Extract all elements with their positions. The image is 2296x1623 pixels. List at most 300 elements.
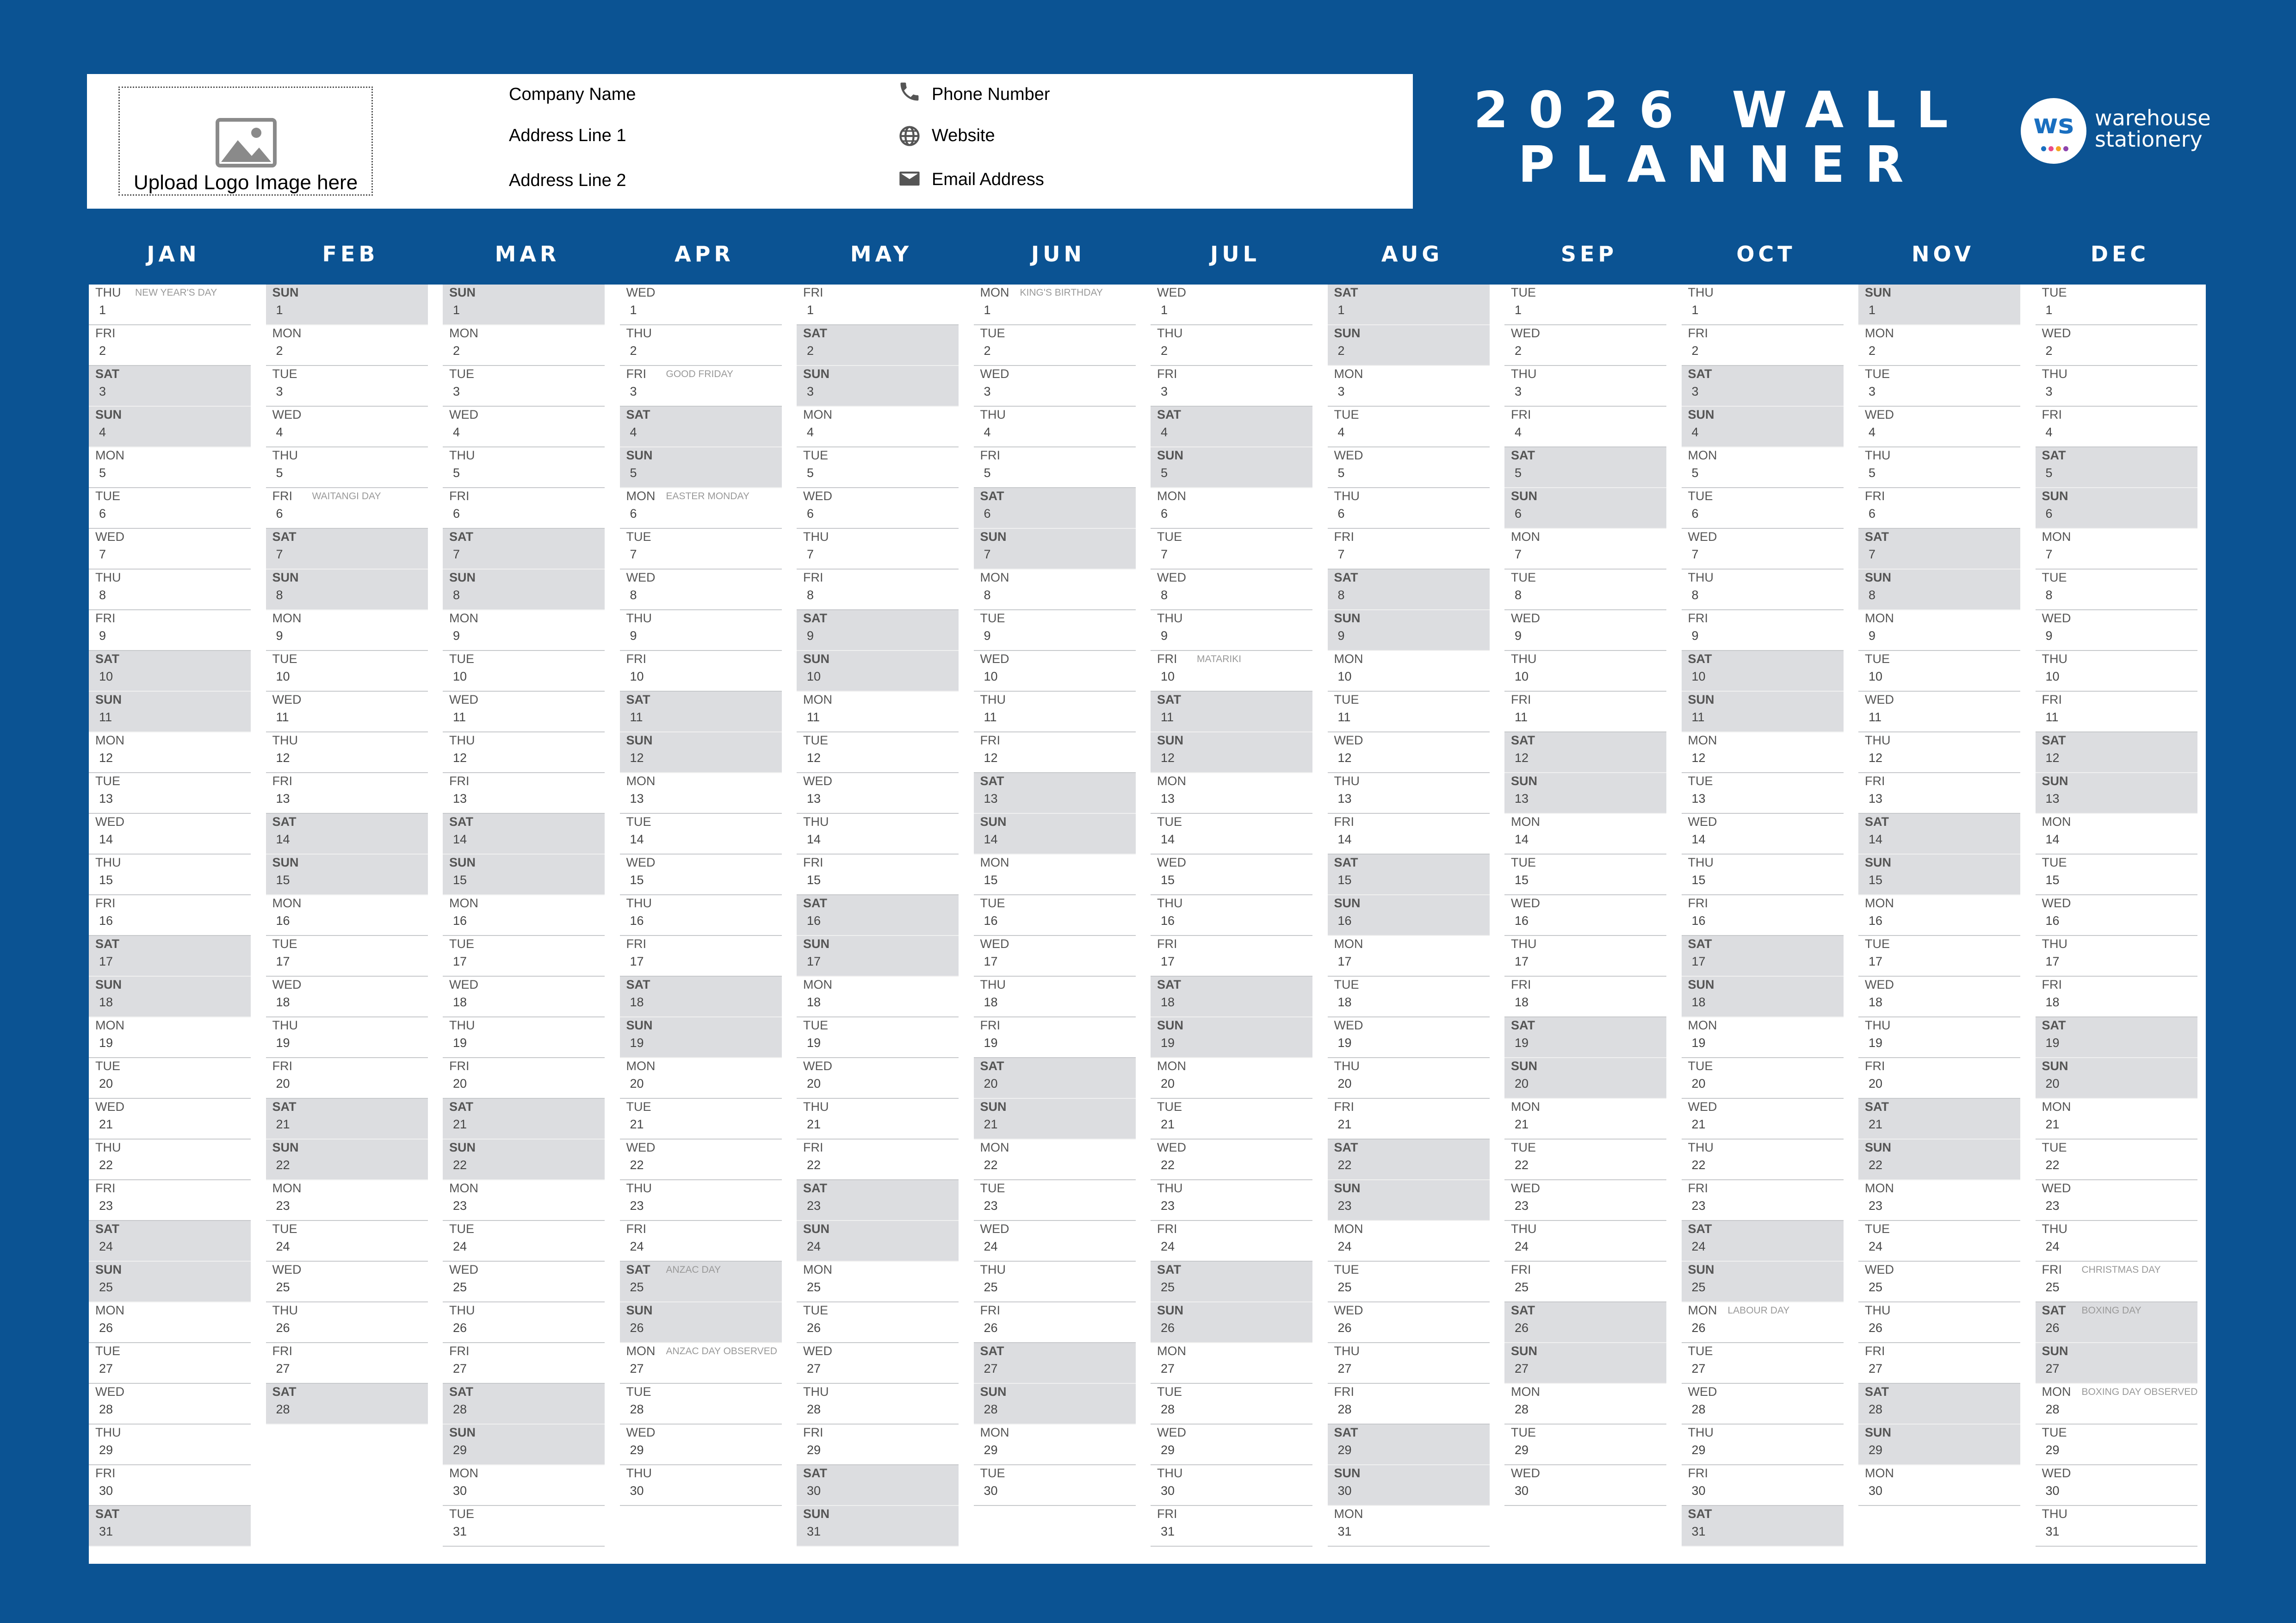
day-cell[interactable] bbox=[1151, 692, 1312, 732]
day-cell[interactable] bbox=[1858, 692, 2020, 732]
day-cell[interactable] bbox=[974, 1058, 1136, 1099]
day-cell[interactable] bbox=[620, 814, 782, 855]
day-cell[interactable] bbox=[620, 1262, 782, 1302]
day-cell[interactable] bbox=[1151, 1099, 1312, 1140]
day-cell[interactable] bbox=[266, 651, 428, 692]
day-cell[interactable] bbox=[266, 692, 428, 732]
day-cell[interactable] bbox=[797, 1017, 959, 1058]
day-cell[interactable] bbox=[1682, 366, 1844, 407]
day-cell[interactable] bbox=[797, 977, 959, 1017]
day-cell[interactable] bbox=[266, 1017, 428, 1058]
day-cell[interactable] bbox=[797, 610, 959, 651]
day-cell[interactable] bbox=[974, 447, 1136, 488]
day-cell[interactable] bbox=[974, 610, 1136, 651]
day-cell[interactable] bbox=[620, 1302, 782, 1343]
day-cell[interactable] bbox=[89, 1262, 251, 1302]
day-cell[interactable] bbox=[1328, 529, 1490, 570]
day-cell[interactable] bbox=[1504, 936, 1666, 977]
day-cell[interactable] bbox=[974, 1140, 1136, 1180]
day-cell[interactable] bbox=[266, 1343, 428, 1384]
day-cell[interactable] bbox=[266, 732, 428, 773]
address-line-1[interactable]: Address Line 1 bbox=[509, 126, 626, 145]
day-cell[interactable] bbox=[1151, 855, 1312, 895]
day-cell[interactable] bbox=[1682, 732, 1844, 773]
day-cell[interactable] bbox=[1151, 1140, 1312, 1180]
day-cell[interactable] bbox=[89, 1302, 251, 1343]
day-cell[interactable] bbox=[2036, 285, 2197, 325]
day-cell[interactable] bbox=[266, 407, 428, 447]
day-cell[interactable] bbox=[1682, 773, 1844, 814]
day-cell[interactable] bbox=[1682, 692, 1844, 732]
day-cell[interactable] bbox=[1682, 1262, 1844, 1302]
day-cell[interactable] bbox=[620, 692, 782, 732]
day-cell[interactable] bbox=[1682, 651, 1844, 692]
day-cell[interactable] bbox=[443, 488, 605, 529]
day-cell[interactable] bbox=[443, 692, 605, 732]
day-cell[interactable] bbox=[1328, 1384, 1490, 1425]
day-cell[interactable] bbox=[797, 651, 959, 692]
day-cell[interactable] bbox=[974, 1465, 1136, 1506]
day-cell[interactable] bbox=[2036, 1465, 2197, 1506]
day-cell[interactable] bbox=[89, 1343, 251, 1384]
day-cell[interactable] bbox=[1682, 1506, 1844, 1547]
day-cell[interactable] bbox=[797, 529, 959, 570]
day-cell[interactable] bbox=[89, 895, 251, 936]
day-cell[interactable] bbox=[89, 814, 251, 855]
day-cell[interactable] bbox=[1682, 1302, 1844, 1343]
day-cell[interactable] bbox=[266, 1140, 428, 1180]
day-cell[interactable] bbox=[443, 773, 605, 814]
day-cell[interactable] bbox=[1858, 1017, 2020, 1058]
day-cell[interactable] bbox=[2036, 610, 2197, 651]
day-cell[interactable] bbox=[266, 895, 428, 936]
day-cell[interactable] bbox=[1328, 855, 1490, 895]
day-cell[interactable] bbox=[1328, 447, 1490, 488]
day-cell[interactable] bbox=[797, 1465, 959, 1506]
day-cell[interactable] bbox=[2036, 1017, 2197, 1058]
day-cell[interactable] bbox=[974, 366, 1136, 407]
day-cell[interactable] bbox=[1682, 1221, 1844, 1262]
day-cell[interactable] bbox=[620, 1180, 782, 1221]
day-cell[interactable] bbox=[1858, 1058, 2020, 1099]
day-cell[interactable] bbox=[1858, 1384, 2020, 1425]
day-cell[interactable] bbox=[89, 1425, 251, 1465]
day-cell[interactable] bbox=[1151, 1302, 1312, 1343]
day-cell[interactable] bbox=[443, 285, 605, 325]
day-cell[interactable] bbox=[1682, 855, 1844, 895]
day-cell[interactable] bbox=[266, 1221, 428, 1262]
day-cell[interactable] bbox=[620, 1140, 782, 1180]
day-cell[interactable] bbox=[1858, 855, 2020, 895]
day-cell[interactable] bbox=[266, 488, 428, 529]
day-cell[interactable] bbox=[1504, 855, 1666, 895]
day-cell[interactable] bbox=[443, 1180, 605, 1221]
day-cell[interactable] bbox=[974, 285, 1136, 325]
address-line-2[interactable]: Address Line 2 bbox=[509, 171, 626, 190]
day-cell[interactable] bbox=[620, 488, 782, 529]
day-cell[interactable] bbox=[443, 325, 605, 366]
day-cell[interactable] bbox=[974, 1384, 1136, 1425]
email-address[interactable]: Email Address bbox=[932, 170, 1044, 189]
day-cell[interactable] bbox=[974, 936, 1136, 977]
day-cell[interactable] bbox=[1682, 285, 1844, 325]
day-cell[interactable] bbox=[1682, 325, 1844, 366]
day-cell[interactable] bbox=[1858, 447, 2020, 488]
day-cell[interactable] bbox=[797, 570, 959, 610]
day-cell[interactable] bbox=[1328, 814, 1490, 855]
day-cell[interactable] bbox=[443, 1099, 605, 1140]
day-cell[interactable] bbox=[974, 1262, 1136, 1302]
day-cell[interactable] bbox=[2036, 366, 2197, 407]
day-cell[interactable] bbox=[1151, 651, 1312, 692]
day-cell[interactable] bbox=[974, 977, 1136, 1017]
day-cell[interactable] bbox=[443, 529, 605, 570]
day-cell[interactable] bbox=[620, 732, 782, 773]
day-cell[interactable] bbox=[89, 936, 251, 977]
day-cell[interactable] bbox=[1328, 488, 1490, 529]
day-cell[interactable] bbox=[1504, 895, 1666, 936]
day-cell[interactable] bbox=[1858, 1262, 2020, 1302]
day-cell[interactable] bbox=[1151, 366, 1312, 407]
day-cell[interactable] bbox=[620, 977, 782, 1017]
day-cell[interactable] bbox=[1858, 529, 2020, 570]
day-cell[interactable] bbox=[1682, 610, 1844, 651]
day-cell[interactable] bbox=[1151, 1343, 1312, 1384]
day-cell[interactable] bbox=[266, 325, 428, 366]
day-cell[interactable] bbox=[620, 1343, 782, 1384]
day-cell[interactable] bbox=[443, 1302, 605, 1343]
day-cell[interactable] bbox=[89, 610, 251, 651]
day-cell[interactable] bbox=[89, 1221, 251, 1262]
day-cell[interactable] bbox=[797, 1302, 959, 1343]
day-cell[interactable] bbox=[89, 407, 251, 447]
day-cell[interactable] bbox=[443, 651, 605, 692]
day-cell[interactable] bbox=[1504, 610, 1666, 651]
day-cell[interactable] bbox=[89, 447, 251, 488]
day-cell[interactable] bbox=[974, 1221, 1136, 1262]
day-cell[interactable] bbox=[797, 1262, 959, 1302]
day-cell[interactable] bbox=[1858, 977, 2020, 1017]
day-cell[interactable] bbox=[2036, 1262, 2197, 1302]
day-cell[interactable] bbox=[89, 1058, 251, 1099]
day-cell[interactable] bbox=[1682, 895, 1844, 936]
day-cell[interactable] bbox=[974, 570, 1136, 610]
day-cell[interactable] bbox=[1858, 814, 2020, 855]
day-cell[interactable] bbox=[974, 814, 1136, 855]
day-cell[interactable] bbox=[1504, 529, 1666, 570]
website[interactable]: Website bbox=[932, 126, 995, 145]
day-cell[interactable] bbox=[443, 1465, 605, 1506]
day-cell[interactable] bbox=[89, 1099, 251, 1140]
day-cell[interactable] bbox=[89, 1465, 251, 1506]
day-cell[interactable] bbox=[620, 366, 782, 407]
day-cell[interactable] bbox=[1151, 1384, 1312, 1425]
day-cell[interactable] bbox=[1682, 447, 1844, 488]
day-cell[interactable] bbox=[797, 407, 959, 447]
day-cell[interactable] bbox=[1858, 895, 2020, 936]
day-cell[interactable] bbox=[1682, 1425, 1844, 1465]
day-cell[interactable] bbox=[89, 1017, 251, 1058]
day-cell[interactable] bbox=[2036, 488, 2197, 529]
day-cell[interactable] bbox=[1858, 1140, 2020, 1180]
day-cell[interactable] bbox=[2036, 1099, 2197, 1140]
day-cell[interactable] bbox=[620, 651, 782, 692]
day-cell[interactable] bbox=[1504, 1425, 1666, 1465]
day-cell[interactable] bbox=[1328, 1221, 1490, 1262]
day-cell[interactable] bbox=[89, 366, 251, 407]
day-cell[interactable] bbox=[1504, 1384, 1666, 1425]
day-cell[interactable] bbox=[1858, 285, 2020, 325]
day-cell[interactable] bbox=[443, 1221, 605, 1262]
day-cell[interactable] bbox=[1504, 1180, 1666, 1221]
day-cell[interactable] bbox=[443, 814, 605, 855]
day-cell[interactable] bbox=[89, 651, 251, 692]
day-cell[interactable] bbox=[1858, 488, 2020, 529]
day-cell[interactable] bbox=[1504, 407, 1666, 447]
day-cell[interactable] bbox=[1328, 366, 1490, 407]
day-cell[interactable] bbox=[266, 855, 428, 895]
day-cell[interactable] bbox=[797, 855, 959, 895]
day-cell[interactable] bbox=[974, 1302, 1136, 1343]
day-cell[interactable] bbox=[266, 570, 428, 610]
day-cell[interactable] bbox=[1151, 895, 1312, 936]
day-cell[interactable] bbox=[620, 1017, 782, 1058]
day-cell[interactable] bbox=[2036, 447, 2197, 488]
day-cell[interactable] bbox=[1328, 1099, 1490, 1140]
day-cell[interactable] bbox=[1504, 1343, 1666, 1384]
day-cell[interactable] bbox=[797, 814, 959, 855]
day-cell[interactable] bbox=[89, 529, 251, 570]
day-cell[interactable] bbox=[443, 366, 605, 407]
day-cell[interactable] bbox=[797, 366, 959, 407]
day-cell[interactable] bbox=[1682, 1343, 1844, 1384]
day-cell[interactable] bbox=[1858, 1099, 2020, 1140]
day-cell[interactable] bbox=[620, 1384, 782, 1425]
day-cell[interactable] bbox=[443, 570, 605, 610]
day-cell[interactable] bbox=[266, 529, 428, 570]
day-cell[interactable] bbox=[2036, 651, 2197, 692]
day-cell[interactable] bbox=[2036, 814, 2197, 855]
day-cell[interactable] bbox=[1682, 1017, 1844, 1058]
day-cell[interactable] bbox=[974, 1099, 1136, 1140]
day-cell[interactable] bbox=[2036, 1180, 2197, 1221]
day-cell[interactable] bbox=[1328, 1017, 1490, 1058]
day-cell[interactable] bbox=[1328, 1262, 1490, 1302]
day-cell[interactable] bbox=[1504, 692, 1666, 732]
day-cell[interactable] bbox=[797, 1506, 959, 1547]
day-cell[interactable] bbox=[1858, 732, 2020, 773]
day-cell[interactable] bbox=[797, 447, 959, 488]
day-cell[interactable] bbox=[266, 977, 428, 1017]
day-cell[interactable] bbox=[974, 895, 1136, 936]
day-cell[interactable] bbox=[443, 732, 605, 773]
day-cell[interactable] bbox=[1504, 1221, 1666, 1262]
day-cell[interactable] bbox=[266, 773, 428, 814]
phone-number[interactable]: Phone Number bbox=[932, 85, 1050, 104]
day-cell[interactable] bbox=[1504, 732, 1666, 773]
day-cell[interactable] bbox=[443, 1343, 605, 1384]
day-cell[interactable] bbox=[1151, 1425, 1312, 1465]
day-cell[interactable] bbox=[1682, 814, 1844, 855]
day-cell[interactable] bbox=[1682, 1180, 1844, 1221]
day-cell[interactable] bbox=[620, 1221, 782, 1262]
day-cell[interactable] bbox=[797, 488, 959, 529]
day-cell[interactable] bbox=[1328, 1465, 1490, 1506]
day-cell[interactable] bbox=[2036, 936, 2197, 977]
day-cell[interactable] bbox=[2036, 692, 2197, 732]
day-cell[interactable] bbox=[1328, 651, 1490, 692]
day-cell[interactable] bbox=[1682, 570, 1844, 610]
day-cell[interactable] bbox=[266, 936, 428, 977]
day-cell[interactable] bbox=[797, 936, 959, 977]
day-cell[interactable] bbox=[89, 773, 251, 814]
day-cell[interactable] bbox=[1858, 1465, 2020, 1506]
day-cell[interactable] bbox=[974, 732, 1136, 773]
day-cell[interactable] bbox=[1328, 732, 1490, 773]
day-cell[interactable] bbox=[1328, 936, 1490, 977]
day-cell[interactable] bbox=[443, 407, 605, 447]
day-cell[interactable] bbox=[1504, 488, 1666, 529]
day-cell[interactable] bbox=[89, 692, 251, 732]
day-cell[interactable] bbox=[266, 1058, 428, 1099]
day-cell[interactable] bbox=[1858, 1221, 2020, 1262]
day-cell[interactable] bbox=[797, 1384, 959, 1425]
day-cell[interactable] bbox=[1858, 936, 2020, 977]
day-cell[interactable] bbox=[1504, 977, 1666, 1017]
day-cell[interactable] bbox=[1328, 570, 1490, 610]
day-cell[interactable] bbox=[1151, 447, 1312, 488]
day-cell[interactable] bbox=[443, 1425, 605, 1465]
day-cell[interactable] bbox=[974, 855, 1136, 895]
day-cell[interactable] bbox=[620, 1465, 782, 1506]
day-cell[interactable] bbox=[2036, 529, 2197, 570]
day-cell[interactable] bbox=[1504, 1465, 1666, 1506]
day-cell[interactable] bbox=[620, 773, 782, 814]
day-cell[interactable] bbox=[1504, 1058, 1666, 1099]
day-cell[interactable] bbox=[1858, 1180, 2020, 1221]
day-cell[interactable] bbox=[266, 1384, 428, 1425]
day-cell[interactable] bbox=[89, 855, 251, 895]
day-cell[interactable] bbox=[797, 325, 959, 366]
day-cell[interactable] bbox=[2036, 1058, 2197, 1099]
day-cell[interactable] bbox=[443, 1262, 605, 1302]
day-cell[interactable] bbox=[620, 447, 782, 488]
day-cell[interactable] bbox=[89, 1384, 251, 1425]
day-cell[interactable] bbox=[620, 1425, 782, 1465]
day-cell[interactable] bbox=[1504, 1017, 1666, 1058]
day-cell[interactable] bbox=[1858, 366, 2020, 407]
day-cell[interactable] bbox=[620, 529, 782, 570]
day-cell[interactable] bbox=[89, 1140, 251, 1180]
company-name[interactable]: Company Name bbox=[509, 85, 636, 104]
day-cell[interactable] bbox=[1151, 1180, 1312, 1221]
day-cell[interactable] bbox=[1328, 285, 1490, 325]
day-cell[interactable] bbox=[1151, 285, 1312, 325]
day-cell[interactable] bbox=[1328, 977, 1490, 1017]
day-cell[interactable] bbox=[2036, 1302, 2197, 1343]
day-cell[interactable] bbox=[620, 570, 782, 610]
day-cell[interactable] bbox=[1858, 610, 2020, 651]
day-cell[interactable] bbox=[620, 407, 782, 447]
day-cell[interactable] bbox=[974, 1017, 1136, 1058]
day-cell[interactable] bbox=[266, 366, 428, 407]
day-cell[interactable] bbox=[1858, 325, 2020, 366]
day-cell[interactable] bbox=[1682, 529, 1844, 570]
day-cell[interactable] bbox=[974, 651, 1136, 692]
day-cell[interactable] bbox=[89, 325, 251, 366]
day-cell[interactable] bbox=[266, 447, 428, 488]
day-cell[interactable] bbox=[443, 1058, 605, 1099]
day-cell[interactable] bbox=[2036, 895, 2197, 936]
day-cell[interactable] bbox=[443, 447, 605, 488]
day-cell[interactable] bbox=[1328, 1343, 1490, 1384]
day-cell[interactable] bbox=[974, 407, 1136, 447]
day-cell[interactable] bbox=[1858, 1425, 2020, 1465]
day-cell[interactable] bbox=[620, 285, 782, 325]
day-cell[interactable] bbox=[797, 1180, 959, 1221]
day-cell[interactable] bbox=[443, 610, 605, 651]
day-cell[interactable] bbox=[1151, 407, 1312, 447]
day-cell[interactable] bbox=[2036, 1425, 2197, 1465]
day-cell[interactable] bbox=[2036, 325, 2197, 366]
day-cell[interactable] bbox=[1151, 1221, 1312, 1262]
day-cell[interactable] bbox=[1858, 651, 2020, 692]
day-cell[interactable] bbox=[620, 1099, 782, 1140]
day-cell[interactable] bbox=[89, 570, 251, 610]
day-cell[interactable] bbox=[89, 488, 251, 529]
day-cell[interactable] bbox=[266, 1180, 428, 1221]
day-cell[interactable] bbox=[1151, 814, 1312, 855]
day-cell[interactable] bbox=[797, 285, 959, 325]
day-cell[interactable] bbox=[1504, 1099, 1666, 1140]
day-cell[interactable] bbox=[1858, 570, 2020, 610]
day-cell[interactable] bbox=[620, 936, 782, 977]
day-cell[interactable] bbox=[266, 285, 428, 325]
day-cell[interactable] bbox=[1328, 692, 1490, 732]
day-cell[interactable] bbox=[1151, 570, 1312, 610]
day-cell[interactable] bbox=[1504, 366, 1666, 407]
day-cell[interactable] bbox=[974, 488, 1136, 529]
day-cell[interactable] bbox=[1328, 1425, 1490, 1465]
day-cell[interactable] bbox=[1151, 732, 1312, 773]
day-cell[interactable] bbox=[2036, 1506, 2197, 1547]
day-cell[interactable] bbox=[266, 814, 428, 855]
day-cell[interactable] bbox=[974, 529, 1136, 570]
day-cell[interactable] bbox=[443, 1384, 605, 1425]
day-cell[interactable] bbox=[1151, 325, 1312, 366]
day-cell[interactable] bbox=[1328, 773, 1490, 814]
day-cell[interactable] bbox=[1151, 529, 1312, 570]
day-cell[interactable] bbox=[1504, 814, 1666, 855]
day-cell[interactable] bbox=[1151, 1017, 1312, 1058]
logo-upload-area[interactable] bbox=[118, 87, 373, 196]
day-cell[interactable] bbox=[266, 1262, 428, 1302]
day-cell[interactable] bbox=[443, 1017, 605, 1058]
day-cell[interactable] bbox=[797, 732, 959, 773]
day-cell[interactable] bbox=[1151, 977, 1312, 1017]
day-cell[interactable] bbox=[797, 1221, 959, 1262]
day-cell[interactable] bbox=[266, 1099, 428, 1140]
day-cell[interactable] bbox=[1504, 285, 1666, 325]
day-cell[interactable] bbox=[1682, 1099, 1844, 1140]
day-cell[interactable] bbox=[620, 895, 782, 936]
day-cell[interactable] bbox=[974, 1180, 1136, 1221]
day-cell[interactable] bbox=[797, 692, 959, 732]
day-cell[interactable] bbox=[1328, 1506, 1490, 1547]
day-cell[interactable] bbox=[620, 610, 782, 651]
day-cell[interactable] bbox=[797, 773, 959, 814]
day-cell[interactable] bbox=[1151, 1465, 1312, 1506]
